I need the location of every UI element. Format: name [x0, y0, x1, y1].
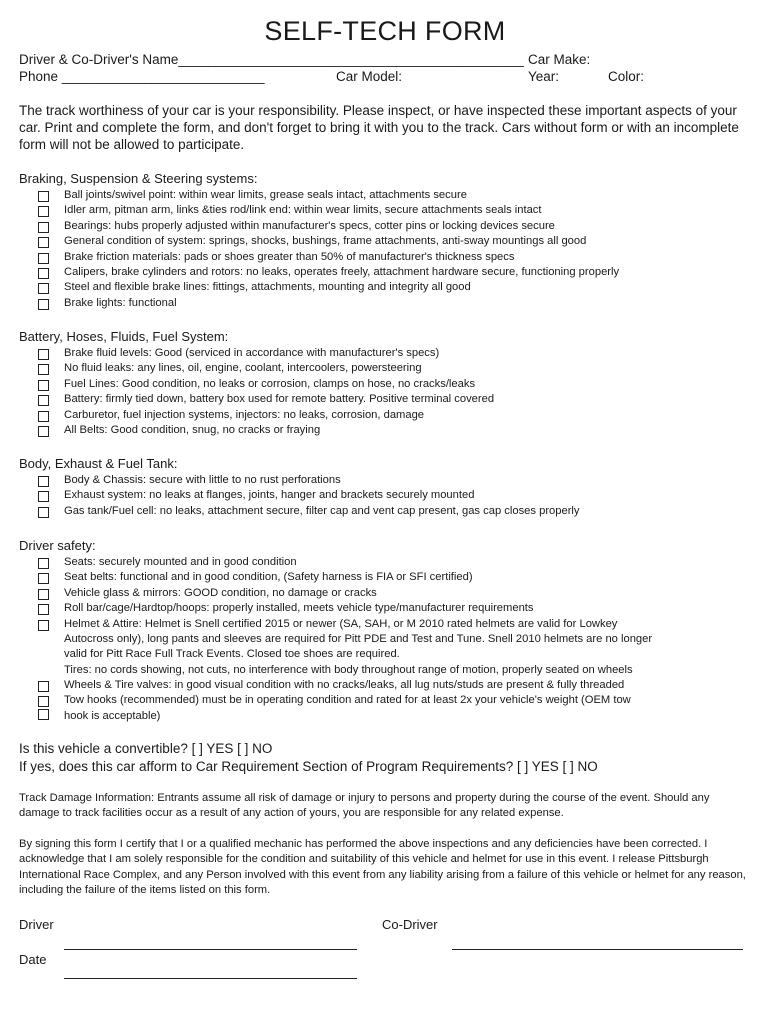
checkbox[interactable]	[38, 237, 49, 248]
checklist-item	[36, 601, 726, 616]
checklist-item-label: Idler arm, pitman arm, links &ties rod/link end: within wear limits, secure attachments seals intact	[64, 204, 542, 217]
checklist-item	[36, 570, 726, 585]
checklist-item-label: Tow hooks (recommended) must be in operating condition and rated for at least 2x your vehicle's weight (OEM tow	[64, 694, 631, 707]
checklist-item	[36, 555, 726, 570]
checklist-item-label: Body & Chassis: secure with little to no rust perforations	[64, 474, 341, 486]
co-driver-signature-label: Co-Driver	[382, 917, 438, 932]
certification-paragraph: By signing this form I certify that I or a qualified mechanic has performed the above inspections and any deficiencies have been corrected. I acknowledge that I am solely responsible for the condition and suitability of this vehicle and helmet for use in this event. I release Pittsburgh International Race Complex, and any Person involved with this event from any liability arising from a failure of this vehicle or helmet for any reason, including the failure of the items listed on this form.	[19, 838, 746, 896]
checklist-item-label: Calipers, brake cylinders and rotors: no leaks, operates freely, attachment hardware secure, functioning properly	[64, 265, 620, 278]
car-model-field[interactable]: Car Model:	[336, 69, 403, 84]
checklist-item	[36, 504, 726, 519]
checklist-item-label: Brake fluid levels: Good (serviced in accordance with manufacturer's specs)	[64, 347, 440, 359]
checkbox[interactable]	[38, 491, 49, 502]
checklist-item-label: Brake lights: functional	[64, 296, 177, 309]
checklist-item-label: Exhaust system: no leaks at flanges, joints, hanger and brackets securely mounted	[64, 489, 475, 502]
checkbox[interactable]	[38, 476, 49, 487]
date-line[interactable]	[64, 978, 357, 979]
checklist-battery	[36, 346, 726, 438]
checkbox[interactable]	[38, 696, 49, 707]
checkbox[interactable]	[38, 222, 49, 233]
section-heading-body: Body, Exhaust & Fuel Tank:	[19, 456, 178, 471]
checkbox[interactable]	[38, 426, 49, 437]
checklist-item-label: Brake friction materials: pads or shoes greater than 50% of manufacturer's thickness specs	[64, 250, 515, 263]
co-driver-signature-line[interactable]	[452, 949, 743, 950]
checkbox[interactable]	[38, 411, 49, 422]
checklist-item-label: Fuel Lines: Good condition, no leaks or corrosion, clamps on hose, no cracks/leaks	[64, 377, 476, 390]
section-heading-driver-safety: Driver safety:	[19, 538, 96, 553]
driver-name-field[interactable]: Driver & Co-Driver's Name______________________________________________	[19, 52, 524, 67]
checklist-item	[36, 392, 726, 407]
convertible-question[interactable]: Is this vehicle a convertible? [ ] YES [ ] NO	[19, 741, 273, 756]
checklist-item	[36, 219, 726, 234]
checkbox[interactable]	[38, 380, 49, 391]
helmet-item-continued-2: valid for Pitt Race Full Track Events. Closed toe shoes are required.	[64, 648, 400, 660]
checklist-item	[36, 423, 726, 438]
tires-item-label: Tires: no cords showing, not cuts, no interference with body throughout range of motion, properly seated on wheels	[64, 664, 633, 676]
checklist-item	[36, 693, 726, 708]
checklist-item-label: No fluid leaks: any lines, oil, engine, coolant, intercoolers, powersteering	[64, 362, 422, 375]
checklist-item	[36, 188, 726, 203]
year-field[interactable]: Year:	[528, 69, 560, 84]
checklist-item	[36, 234, 726, 249]
checkbox[interactable]	[38, 206, 49, 217]
checkbox[interactable]	[38, 268, 49, 279]
phone-field[interactable]: Phone ___________________________	[19, 69, 265, 84]
checklist-item-label: Steel and flexible brake lines: fittings, attachments, mounting and integrity all good	[64, 281, 471, 294]
checkbox[interactable]	[38, 709, 49, 720]
checkbox[interactable]	[38, 604, 49, 615]
date-label: Date	[19, 952, 47, 967]
checklist-item-label: Carburetor, fuel injection systems, injectors: no leaks, corrosion, damage	[64, 408, 425, 421]
checklist-item-label: Roll bar/cage/Hardtop/hoops: properly installed, meets vehicle type/manufacturer requirements	[64, 602, 534, 615]
checklist-item-label: Battery: firmly tied down, battery box used for remote battery. Positive terminal covered	[64, 393, 495, 406]
checkbox[interactable]	[38, 620, 49, 631]
checklist-item	[36, 265, 726, 280]
checkbox[interactable]	[38, 191, 49, 202]
checkbox[interactable]	[38, 283, 49, 294]
checklist-item	[36, 473, 726, 488]
checkbox[interactable]	[38, 349, 49, 360]
checklist-item-label: General condition of system: springs, shocks, bushings, frame attachments, anti-sway mountings all good	[64, 235, 587, 248]
color-field[interactable]: Color:	[608, 69, 645, 84]
checkbox[interactable]	[38, 364, 49, 375]
checklist-item	[36, 203, 726, 218]
checklist-body	[36, 473, 726, 519]
damage-info-paragraph: Track Damage Information: Entrants assume all risk of damage or injury to persons and property during the course of the event. Should any damage to track facilities occur as a result of any action of yours, you are responsible for any related expense.	[19, 792, 710, 820]
section-heading-battery: Battery, Hoses, Fluids, Fuel System:	[19, 329, 229, 344]
checklist-braking	[36, 188, 726, 311]
checklist-item	[36, 346, 726, 361]
checklist-item-label: Helmet & Attire: Helmet is Snell certified 2015 or newer (SA, SAH, or M 2010 rated helmets are valid for Lowkey	[64, 617, 618, 630]
driver-signature-line[interactable]	[64, 949, 357, 950]
checklist-item-label: Ball joints/swivel point: within wear limits, grease seals intact, attachments secure	[64, 189, 467, 201]
checklist-item	[36, 250, 726, 265]
checklist-item	[36, 408, 726, 423]
checklist-driver-safety	[36, 555, 726, 632]
checkbox[interactable]	[38, 507, 49, 518]
checklist-item	[36, 296, 726, 311]
intro-paragraph: The track worthiness of your car is your responsibility. Please inspect, or have inspected these important aspects of your car. Print and complete the form, and don't forget to bring it with you to the track. Cars without form or with an incomplete form will not be allowed to participate.	[19, 103, 739, 152]
checklist-item-label: Seats: securely mounted and in good condition	[64, 556, 297, 568]
checklist-item-label: All Belts: Good condition, snug, no cracks or fraying	[64, 423, 321, 436]
section-heading-braking: Braking, Suspension & Steering systems:	[19, 171, 258, 186]
checklist-item-label: Seat belts: functional and in good condition, (Safety harness is FIA or SFI certified)	[64, 571, 473, 584]
tow-item-continued: hook is acceptable)	[64, 710, 161, 722]
checkbox[interactable]	[38, 395, 49, 406]
checklist-item	[36, 678, 726, 693]
checkbox[interactable]	[38, 573, 49, 584]
checkbox[interactable]	[38, 681, 49, 692]
checklist-item	[36, 488, 726, 503]
checklist-item-label: Wheels & Tire valves: in good visual condition with no cracks/leaks, all lug nuts/studs are present & fully threaded	[64, 679, 625, 691]
checklist-item	[36, 617, 726, 632]
checklist-item	[36, 586, 726, 601]
car-make-field[interactable]: Car Make:	[528, 52, 591, 67]
checkbox[interactable]	[38, 589, 49, 600]
afform-question[interactable]: If yes, does this car afform to Car Requirement Section of Program Requirements? [ ] YES [ ] NO	[19, 759, 598, 774]
driver-signature-label: Driver	[19, 917, 54, 932]
helmet-item-continued-1: Autocross only), long pants and sleeves are required for Pitt PDE and Test and Tune. Snell 2010 helmets are no longer	[64, 633, 653, 645]
checkbox[interactable]	[38, 253, 49, 264]
checklist-item	[36, 361, 726, 376]
checklist-item-label: Vehicle glass & mirrors: GOOD condition, no damage or cracks	[64, 586, 377, 599]
checklist-item-label: Bearings: hubs properly adjusted within manufacturer's specs, cotter pins or locking devices secure	[64, 219, 555, 232]
checklist-driver-safety-2	[36, 678, 726, 709]
checklist-item	[36, 280, 726, 295]
checkbox[interactable]	[38, 558, 49, 569]
checkbox[interactable]	[38, 299, 49, 310]
checklist-item	[36, 377, 726, 392]
page-title: SELF-TECH FORM	[264, 16, 506, 46]
checklist-item-label: Gas tank/Fuel cell: no leaks, attachment secure, filter cap and vent cap present, gas cap closes properly	[64, 504, 580, 517]
